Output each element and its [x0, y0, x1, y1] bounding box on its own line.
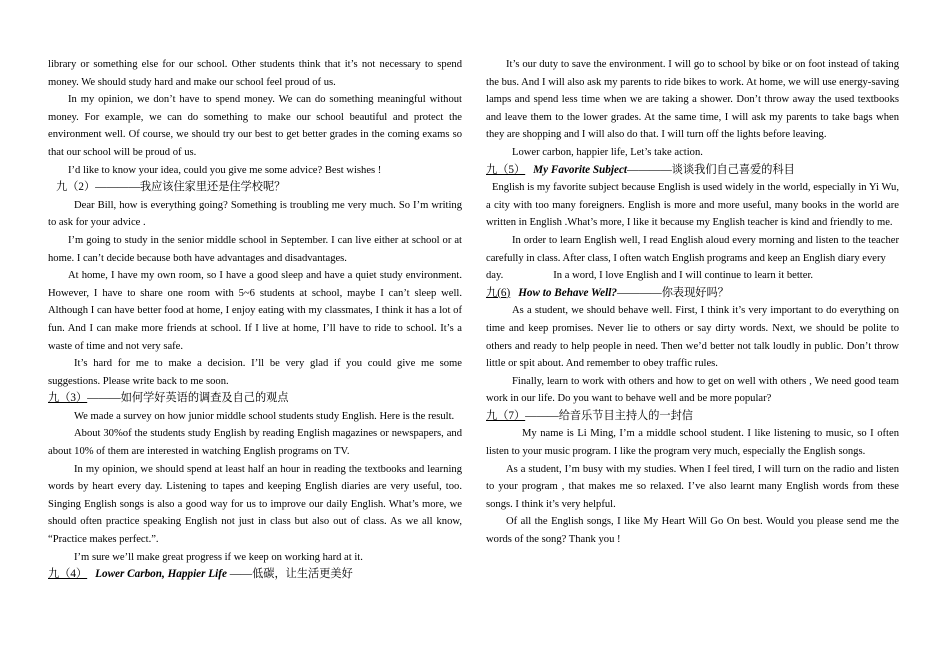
paragraph: I’d like to know your idea, could you give me some advice? Best wishes ! [68, 164, 382, 176]
paragraph: English is my favorite subject because English is used widely in the world, especially in Yi Wu, a city with too many foreigners. English is more and more useful, many books in the world are written in English .What’s more, I like it because my English teacher is kind and friendly to me. [486, 182, 899, 229]
section-number: 九（3） [48, 392, 88, 405]
paragraph: My name is Li Ming, I’m a middle school student. I like listening to music, so I often listen to your music program. I like the program very much, especially the English songs. [486, 428, 899, 458]
section-title: ————我应该住家里还是住学校呢？ [95, 181, 286, 194]
section-heading-2 [48, 179, 462, 197]
paragraph: About 30%of the students study English by reading English magazines or newspapers, and about 10% of them are interested in watching English programs on TV. [48, 428, 462, 458]
paragraph: As a student, I’m busy with my studies. When I feel tired, I will turn on the radio and listen to your program , that makes me so relaxed. I’ve also learnt many English words from these songs. I think it’s very helpful. [486, 463, 899, 510]
section-title: ———给音乐节目主持人的一封信 [525, 409, 693, 422]
paragraph: In my opinion, we should spend at least half an hour in reading the textbooks and learning words by heart every day. Listening to tapes and keeping English diaries are very useful, too. Singing English songs is also a good way for us to improve our daily English. What’s more, we should often practice speaking English not just in class but also out of class. As we all know, “Practice makes perfect.”. [48, 463, 462, 546]
section-number: 九（4） [48, 568, 88, 581]
paragraph: In my opinion, we don’t have to spend money. We can do something meaningful without money. For example, we can do something to make our school beautiful and protect the environment well. Of course, we should try our best to get better grades in the coming exams so that our school will be proud of us. [48, 94, 462, 158]
section-heading-3 [48, 390, 462, 408]
paragraph: It’s our duty to save the environment. I will go to school by bike or on foot instead of taking the bus. And I will also ask my parents to ride bikes to work. At home, we will use energy-saving lamps and spend less time when we are taking a shower. Don’t throw away the used textbooks and leave them to the lower grades. At the same time, I will ask my parents to take bags when they are shopping and I will also do that. I will turn off the lights before leaving. [486, 59, 899, 141]
section-heading-5 [486, 162, 899, 180]
section-number: 九(6) [486, 286, 511, 299]
right-column [486, 56, 899, 549]
section-heading-4 [48, 566, 462, 584]
paragraph: Dear Bill, how is everything going? Something is troubling me very much. So I’m writing to ask for your advice . [48, 199, 462, 229]
paragraph: As a student, we should behave well. First, I think it’s very important to do everything on time and keep promises. Never lie to others or say dirty words. Next, we should be polite to others and ready to help people in need. Then we’d better not talk loudly in public. Don’t throw little or spit about. And remember to obey traffic rules. [486, 305, 899, 370]
section-english-title: How to Behave Well? [518, 286, 617, 299]
paragraph: library or something else for our school. Other students think that it’s not necessary to spend money. We should study hard and make our school feel proud of us. [48, 59, 462, 88]
section-title: ————谈谈我们自己喜爱的科目 [627, 163, 795, 176]
section-number: 九（5） [486, 163, 526, 176]
section-title: ————你表现好吗？ [616, 286, 729, 299]
section-heading-6 [486, 285, 899, 303]
paragraph: It’s hard for me to make a decision. I’ll be very glad if you could give me some suggestions. Please write back to me soon. [48, 358, 462, 387]
section-title: ———如何学好英语的调查及自己的观点 [87, 392, 289, 405]
section-english-title: Lower Carbon, Happier Life [95, 568, 227, 581]
section-heading-7 [486, 408, 899, 426]
paragraph: At home, I have my own room, so I have a good sleep and have a quiet study environment. However, I have to share one room with 5~6 students at school, maybe I can’t sleep well. Although I can have better food at home, I enjoy eating with my classmates, I think it has a lot of fun. And I can make more friends at school. If I live at home, I’ll have to ride to school. It’s a waste of time and not very safe. [48, 270, 462, 352]
section-number: 九（2） [56, 181, 96, 194]
section-english-title: My Favorite Subject [533, 163, 628, 176]
paragraph: I’m sure we’ll make great progress if we keep on working hard at it. [74, 551, 363, 563]
paragraph [486, 267, 899, 285]
section-title: ——低碳，让生活更美好 [226, 568, 353, 581]
paragraph-text: In a word, I love English and I will continue to learn it better. [553, 270, 814, 282]
paragraph: I’m going to study in the senior middle school in September. I can live either at school or at home. I can’t decide because both have advantages and disadvantages. [48, 234, 462, 264]
paragraph-start: day. [486, 270, 504, 282]
left-column [48, 56, 462, 584]
paragraph: Finally, learn to work with others and how to get on well with others , We need good team work in our life. Do you want to behave well and be more popular? [486, 375, 899, 405]
section-number: 九（7） [486, 409, 526, 422]
paragraph: We made a survey on how junior middle school students study English. Here is the result. [74, 410, 455, 422]
paragraph: Lower carbon, happier life, Let’s take action. [512, 146, 703, 158]
paragraph: In order to learn English well, I read English aloud every morning and listen to the teacher carefully in class. After class, I often watch English programs and keep an English diary every [486, 234, 899, 264]
paragraph: Of all the English songs, I like My Heart Will Go On best. Would you please send me the words of the song? Thank you ! [486, 516, 899, 546]
